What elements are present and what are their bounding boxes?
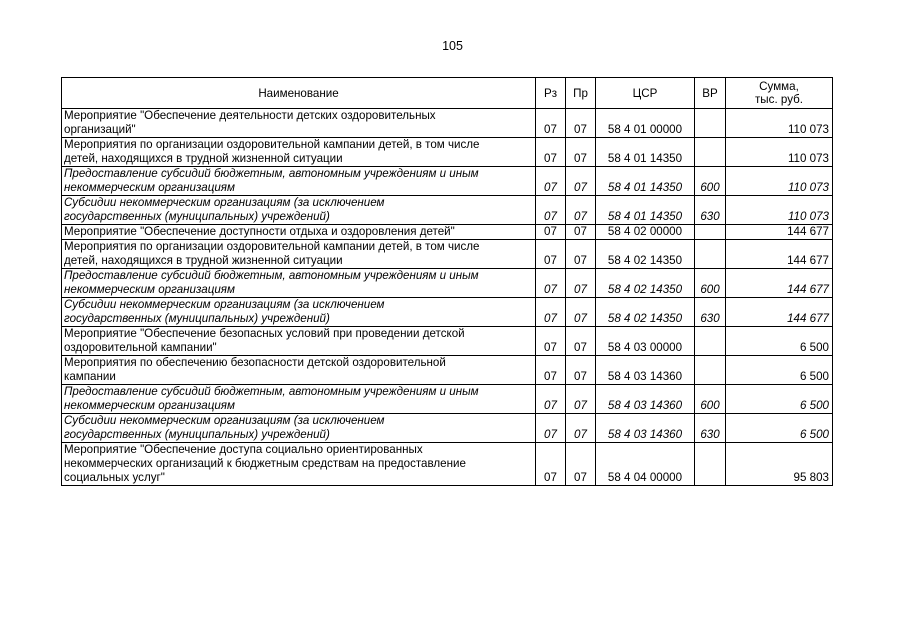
row-name-line: некоммерческим организациям bbox=[64, 283, 235, 296]
row-name-cell bbox=[62, 109, 536, 138]
header-csr: ЦСР bbox=[596, 78, 695, 109]
row-rz-cell: 07 bbox=[536, 167, 566, 196]
table-row bbox=[62, 138, 833, 167]
row-rz-cell: 07 bbox=[536, 109, 566, 138]
header-sum-line2: тыс. руб. bbox=[755, 93, 803, 106]
row-name-line: Предоставление субсидий бюджетным, автономным учреждениям и иным bbox=[64, 167, 479, 180]
row-csr-cell: 58 4 02 14350 bbox=[596, 269, 695, 298]
row-sum-cell: 144 677 bbox=[726, 240, 833, 269]
row-pr-cell: 07 bbox=[566, 138, 596, 167]
row-csr-cell: 58 4 01 00000 bbox=[596, 109, 695, 138]
row-csr-cell: 58 4 03 14360 bbox=[596, 385, 695, 414]
row-name-line: Субсидии некоммерческим организациям (за исключением bbox=[64, 298, 385, 311]
row-sum-cell: 144 677 bbox=[726, 269, 833, 298]
row-name-line: Мероприятие "Обеспечение безопасных условий при проведении детской bbox=[64, 327, 465, 340]
row-name-line: кампании bbox=[64, 370, 116, 383]
table-row bbox=[62, 240, 833, 269]
row-csr-cell: 58 4 02 14350 bbox=[596, 240, 695, 269]
row-name-line: социальных услуг" bbox=[64, 471, 165, 484]
page-number: 105 bbox=[442, 39, 463, 53]
row-rz-cell: 07 bbox=[536, 356, 566, 385]
row-csr-cell: 58 4 03 14360 bbox=[596, 356, 695, 385]
row-name-line: некоммерческим организациям bbox=[64, 181, 235, 194]
row-name-cell bbox=[62, 443, 536, 486]
row-name-line: Мероприятие "Обеспечение деятельности детских оздоровительных bbox=[64, 109, 436, 122]
header-vr: ВР bbox=[695, 78, 726, 109]
row-sum-cell: 144 677 bbox=[726, 298, 833, 327]
row-vr-cell: 630 bbox=[695, 196, 726, 225]
row-name-cell bbox=[62, 327, 536, 356]
row-rz-cell: 07 bbox=[536, 138, 566, 167]
row-sum-cell: 110 073 bbox=[726, 138, 833, 167]
row-rz-cell: 07 bbox=[536, 225, 566, 240]
row-name-cell bbox=[62, 298, 536, 327]
table-row bbox=[62, 385, 833, 414]
row-vr-cell: 600 bbox=[695, 167, 726, 196]
row-csr-cell: 58 4 01 14350 bbox=[596, 167, 695, 196]
row-pr-cell: 07 bbox=[566, 225, 596, 240]
row-vr-cell: 600 bbox=[695, 385, 726, 414]
row-name-line: государственных (муниципальных) учреждений) bbox=[64, 428, 330, 441]
header-pr: Пр bbox=[566, 78, 596, 109]
row-name-cell bbox=[62, 414, 536, 443]
row-name-cell bbox=[62, 385, 536, 414]
budget-table bbox=[61, 77, 833, 486]
row-name-line: некоммерческих организаций к бюджетным средствам на предоставление bbox=[64, 457, 466, 470]
table-body bbox=[62, 109, 833, 486]
row-name-line: Предоставление субсидий бюджетным, автономным учреждениям и иным bbox=[64, 269, 479, 282]
row-name-line: Мероприятие "Обеспечение доступности отдыха и оздоровления детей" bbox=[64, 225, 455, 238]
row-sum-cell: 95 803 bbox=[726, 443, 833, 486]
row-name-line: детей, находящихся в трудной жизненной ситуации bbox=[64, 254, 343, 267]
row-sum-cell: 6 500 bbox=[726, 327, 833, 356]
row-rz-cell: 07 bbox=[536, 269, 566, 298]
row-name-line: государственных (муниципальных) учреждений) bbox=[64, 210, 330, 223]
table-row bbox=[62, 167, 833, 196]
row-vr-cell bbox=[695, 327, 726, 356]
row-csr-cell: 58 4 02 14350 bbox=[596, 298, 695, 327]
row-name-line: Мероприятие "Обеспечение доступа социально ориентированных bbox=[64, 443, 423, 456]
row-rz-cell: 07 bbox=[536, 298, 566, 327]
row-name-cell bbox=[62, 196, 536, 225]
table-header-row bbox=[62, 78, 833, 109]
row-pr-cell: 07 bbox=[566, 414, 596, 443]
row-rz-cell: 07 bbox=[536, 196, 566, 225]
row-name-cell bbox=[62, 356, 536, 385]
row-pr-cell: 07 bbox=[566, 385, 596, 414]
table-row bbox=[62, 443, 833, 486]
row-csr-cell: 58 4 02 00000 bbox=[596, 225, 695, 240]
row-rz-cell: 07 bbox=[536, 385, 566, 414]
row-vr-cell bbox=[695, 240, 726, 269]
row-name-cell bbox=[62, 167, 536, 196]
row-name-line: Мероприятия по организации оздоровительной кампании детей, в том числе bbox=[64, 240, 480, 253]
row-name-line: государственных (муниципальных) учреждений) bbox=[64, 312, 330, 325]
row-sum-cell: 110 073 bbox=[726, 109, 833, 138]
row-csr-cell: 58 4 01 14350 bbox=[596, 196, 695, 225]
row-rz-cell: 07 bbox=[536, 240, 566, 269]
row-pr-cell: 07 bbox=[566, 298, 596, 327]
table-row bbox=[62, 356, 833, 385]
row-pr-cell: 07 bbox=[566, 196, 596, 225]
row-vr-cell: 630 bbox=[695, 298, 726, 327]
row-vr-cell: 600 bbox=[695, 269, 726, 298]
row-pr-cell: 07 bbox=[566, 240, 596, 269]
row-vr-cell bbox=[695, 443, 726, 486]
table-row bbox=[62, 225, 833, 240]
row-vr-cell bbox=[695, 138, 726, 167]
table-row bbox=[62, 109, 833, 138]
table-row bbox=[62, 196, 833, 225]
row-name-line: Мероприятия по обеспечению безопасности детской оздоровительной bbox=[64, 356, 446, 369]
row-csr-cell: 58 4 01 14350 bbox=[596, 138, 695, 167]
header-sum bbox=[726, 78, 833, 109]
row-sum-cell: 6 500 bbox=[726, 414, 833, 443]
row-rz-cell: 07 bbox=[536, 443, 566, 486]
row-name-line: оздоровительной кампании" bbox=[64, 341, 217, 354]
row-sum-cell: 110 073 bbox=[726, 167, 833, 196]
row-name-line: Субсидии некоммерческим организациям (за исключением bbox=[64, 414, 385, 427]
table-row bbox=[62, 298, 833, 327]
row-name-line: Мероприятия по организации оздоровительной кампании детей, в том числе bbox=[64, 138, 480, 151]
row-vr-cell: 630 bbox=[695, 414, 726, 443]
row-vr-cell bbox=[695, 109, 726, 138]
row-pr-cell: 07 bbox=[566, 269, 596, 298]
row-name-line: детей, находящихся в трудной жизненной ситуации bbox=[64, 152, 343, 165]
row-pr-cell: 07 bbox=[566, 167, 596, 196]
row-sum-cell: 144 677 bbox=[726, 225, 833, 240]
row-sum-cell: 6 500 bbox=[726, 356, 833, 385]
row-vr-cell bbox=[695, 356, 726, 385]
header-name: Наименование bbox=[62, 78, 536, 109]
row-name-line: Предоставление субсидий бюджетным, автономным учреждениям и иным bbox=[64, 385, 479, 398]
row-csr-cell: 58 4 03 00000 bbox=[596, 327, 695, 356]
row-pr-cell: 07 bbox=[566, 109, 596, 138]
row-pr-cell: 07 bbox=[566, 443, 596, 486]
table-row bbox=[62, 327, 833, 356]
row-sum-cell: 6 500 bbox=[726, 385, 833, 414]
row-sum-cell: 110 073 bbox=[726, 196, 833, 225]
table-row bbox=[62, 269, 833, 298]
header-sum-line1: Сумма, bbox=[759, 80, 799, 93]
row-csr-cell: 58 4 03 14360 bbox=[596, 414, 695, 443]
header-rz: Рз bbox=[536, 78, 566, 109]
row-name-line: Субсидии некоммерческим организациям (за исключением bbox=[64, 196, 385, 209]
row-rz-cell: 07 bbox=[536, 414, 566, 443]
row-name-line: организаций" bbox=[64, 123, 136, 136]
row-name-cell bbox=[62, 269, 536, 298]
row-rz-cell: 07 bbox=[536, 327, 566, 356]
row-name-line: некоммерческим организациям bbox=[64, 399, 235, 412]
row-name-cell bbox=[62, 225, 536, 240]
row-pr-cell: 07 bbox=[566, 356, 596, 385]
table-row bbox=[62, 414, 833, 443]
row-vr-cell bbox=[695, 225, 726, 240]
row-csr-cell: 58 4 04 00000 bbox=[596, 443, 695, 486]
row-name-cell bbox=[62, 240, 536, 269]
row-pr-cell: 07 bbox=[566, 327, 596, 356]
row-name-cell bbox=[62, 138, 536, 167]
